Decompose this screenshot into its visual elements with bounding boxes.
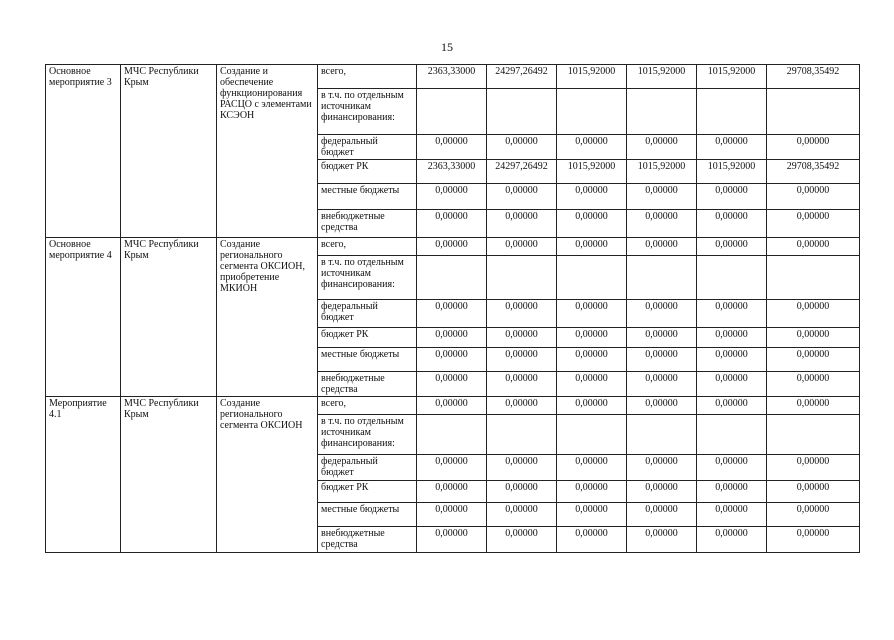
amount-cell: 0,00000 — [417, 527, 487, 553]
amount-cell: 0,00000 — [557, 481, 627, 503]
funding-source-cell: федеральный бюджет — [318, 300, 417, 328]
amount-cell: 0,00000 — [487, 238, 557, 256]
amount-cell: 1015,92000 — [697, 160, 767, 184]
activity-cell: Основное мероприятие 3 — [46, 65, 121, 238]
amount-cell: 0,00000 — [557, 372, 627, 397]
executor-cell: МЧС Республики Крым — [121, 238, 217, 397]
amount-cell: 29708,35492 — [767, 160, 860, 184]
amount-cell: 0,00000 — [627, 455, 697, 481]
description-cell: Создание регионального сегмента ОКСИОН — [217, 397, 318, 553]
amount-cell: 0,00000 — [767, 503, 860, 527]
amount-cell: 0,00000 — [487, 210, 557, 238]
executor-cell: МЧС Республики Крым — [121, 65, 217, 238]
amount-cell: 0,00000 — [417, 397, 487, 415]
amount-cell: 0,00000 — [697, 135, 767, 160]
funding-source-cell: в т.ч. по отдельным источникам финансирования: — [318, 256, 417, 300]
amount-cell: 1015,92000 — [627, 65, 697, 89]
funding-source-cell: местные бюджеты — [318, 348, 417, 372]
amount-cell: 1015,92000 — [627, 160, 697, 184]
amount-cell — [697, 256, 767, 300]
funding-source-cell: бюджет РК — [318, 481, 417, 503]
funding-source-cell: всего, — [318, 397, 417, 415]
amount-cell: 0,00000 — [417, 328, 487, 348]
amount-cell: 0,00000 — [697, 328, 767, 348]
amount-cell: 0,00000 — [557, 300, 627, 328]
amount-cell: 0,00000 — [487, 135, 557, 160]
amount-cell: 0,00000 — [767, 328, 860, 348]
funding-source-cell: всего, — [318, 65, 417, 89]
funding-source-cell: в т.ч. по отдельным источникам финансирования: — [318, 89, 417, 135]
table-body — [46, 65, 860, 553]
funding-source-cell: внебюджетные средства — [318, 372, 417, 397]
amount-cell: 0,00000 — [697, 300, 767, 328]
amount-cell: 0,00000 — [697, 184, 767, 210]
amount-cell: 0,00000 — [767, 348, 860, 372]
amount-cell: 0,00000 — [487, 455, 557, 481]
amount-cell: 0,00000 — [557, 503, 627, 527]
amount-cell: 0,00000 — [767, 238, 860, 256]
amount-cell: 0,00000 — [627, 348, 697, 372]
amount-cell: 0,00000 — [767, 481, 860, 503]
amount-cell — [627, 89, 697, 135]
amount-cell: 0,00000 — [627, 527, 697, 553]
amount-cell: 0,00000 — [627, 328, 697, 348]
amount-cell: 0,00000 — [767, 300, 860, 328]
amount-cell: 0,00000 — [627, 372, 697, 397]
amount-cell — [767, 256, 860, 300]
amount-cell: 0,00000 — [627, 503, 697, 527]
amount-cell: 0,00000 — [417, 300, 487, 328]
amount-cell: 0,00000 — [557, 135, 627, 160]
amount-cell: 0,00000 — [417, 372, 487, 397]
amount-cell: 0,00000 — [487, 184, 557, 210]
amount-cell: 0,00000 — [697, 372, 767, 397]
amount-cell — [697, 89, 767, 135]
amount-cell: 0,00000 — [417, 135, 487, 160]
amount-cell — [767, 415, 860, 455]
amount-cell: 0,00000 — [417, 238, 487, 256]
amount-cell: 0,00000 — [487, 481, 557, 503]
amount-cell — [487, 415, 557, 455]
funding-table — [45, 64, 860, 553]
amount-cell — [487, 256, 557, 300]
table-row — [46, 65, 860, 89]
amount-cell: 1015,92000 — [697, 65, 767, 89]
amount-cell: 0,00000 — [627, 481, 697, 503]
amount-cell: 0,00000 — [627, 210, 697, 238]
funding-source-cell: местные бюджеты — [318, 503, 417, 527]
funding-source-cell: бюджет РК — [318, 328, 417, 348]
amount-cell: 0,00000 — [417, 455, 487, 481]
amount-cell: 0,00000 — [557, 210, 627, 238]
amount-cell: 2363,33000 — [417, 160, 487, 184]
amount-cell: 0,00000 — [697, 455, 767, 481]
amount-cell — [557, 89, 627, 135]
funding-source-cell: бюджет РК — [318, 160, 417, 184]
amount-cell: 0,00000 — [697, 238, 767, 256]
activity-cell: Мероприятие 4.1 — [46, 397, 121, 553]
executor-cell: МЧС Республики Крым — [121, 397, 217, 553]
amount-cell — [697, 415, 767, 455]
funding-source-cell: всего, — [318, 238, 417, 256]
funding-source-cell: федеральный бюджет — [318, 455, 417, 481]
amount-cell: 24297,26492 — [487, 160, 557, 184]
amount-cell: 29708,35492 — [767, 65, 860, 89]
amount-cell: 0,00000 — [767, 372, 860, 397]
table-row — [46, 238, 860, 256]
page-number: 15 — [441, 40, 453, 54]
amount-cell: 0,00000 — [557, 238, 627, 256]
amount-cell: 0,00000 — [487, 372, 557, 397]
amount-cell: 0,00000 — [557, 397, 627, 415]
amount-cell: 0,00000 — [417, 503, 487, 527]
amount-cell — [417, 256, 487, 300]
amount-cell — [767, 89, 860, 135]
amount-cell: 0,00000 — [557, 328, 627, 348]
amount-cell: 0,00000 — [557, 348, 627, 372]
amount-cell: 0,00000 — [697, 503, 767, 527]
funding-source-cell: федеральный бюджет — [318, 135, 417, 160]
amount-cell: 0,00000 — [627, 184, 697, 210]
amount-cell: 0,00000 — [417, 481, 487, 503]
amount-cell: 0,00000 — [417, 348, 487, 372]
amount-cell: 0,00000 — [767, 184, 860, 210]
amount-cell: 0,00000 — [487, 328, 557, 348]
amount-cell: 0,00000 — [487, 503, 557, 527]
amount-cell: 1015,92000 — [557, 65, 627, 89]
funding-source-cell: внебюджетные средства — [318, 527, 417, 553]
funding-source-cell: местные бюджеты — [318, 184, 417, 210]
amount-cell: 0,00000 — [697, 397, 767, 415]
amount-cell: 0,00000 — [487, 300, 557, 328]
amount-cell: 0,00000 — [767, 527, 860, 553]
description-cell: Создание и обеспечение функционирования РАСЦО с элементами КСЭОН — [217, 65, 318, 238]
amount-cell: 0,00000 — [627, 135, 697, 160]
amount-cell: 0,00000 — [487, 348, 557, 372]
amount-cell: 0,00000 — [767, 135, 860, 160]
amount-cell: 1015,92000 — [557, 160, 627, 184]
amount-cell: 0,00000 — [417, 184, 487, 210]
amount-cell — [417, 415, 487, 455]
amount-cell — [487, 89, 557, 135]
amount-cell: 0,00000 — [627, 238, 697, 256]
amount-cell — [627, 256, 697, 300]
amount-cell: 0,00000 — [557, 527, 627, 553]
amount-cell: 0,00000 — [487, 397, 557, 415]
amount-cell: 24297,26492 — [487, 65, 557, 89]
amount-cell — [557, 415, 627, 455]
amount-cell: 2363,33000 — [417, 65, 487, 89]
amount-cell — [627, 415, 697, 455]
amount-cell: 0,00000 — [557, 455, 627, 481]
description-cell: Создание регионального сегмента ОКСИОН, приобретение МКИОН — [217, 238, 318, 397]
funding-source-cell: в т.ч. по отдельным источникам финансирования: — [318, 415, 417, 455]
amount-cell: 0,00000 — [557, 184, 627, 210]
amount-cell: 0,00000 — [627, 397, 697, 415]
amount-cell: 0,00000 — [417, 210, 487, 238]
funding-source-cell: внебюджетные средства — [318, 210, 417, 238]
amount-cell: 0,00000 — [627, 300, 697, 328]
amount-cell — [417, 89, 487, 135]
table-row — [46, 397, 860, 415]
amount-cell: 0,00000 — [767, 397, 860, 415]
amount-cell: 0,00000 — [487, 527, 557, 553]
amount-cell: 0,00000 — [697, 210, 767, 238]
amount-cell — [557, 256, 627, 300]
activity-cell: Основное мероприятие 4 — [46, 238, 121, 397]
amount-cell: 0,00000 — [767, 210, 860, 238]
amount-cell: 0,00000 — [767, 455, 860, 481]
amount-cell: 0,00000 — [697, 481, 767, 503]
amount-cell: 0,00000 — [697, 348, 767, 372]
amount-cell: 0,00000 — [697, 527, 767, 553]
